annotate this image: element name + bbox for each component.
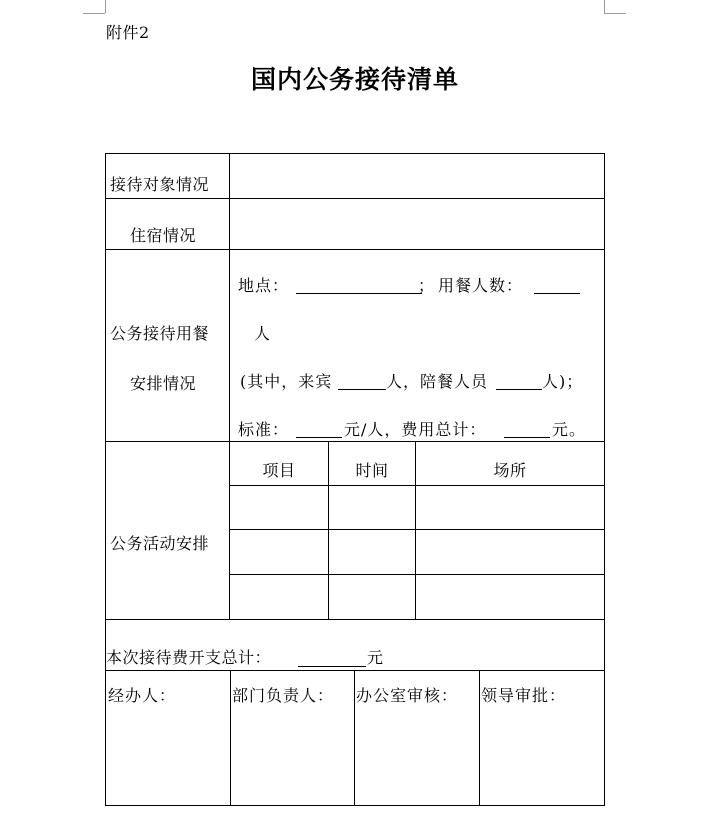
- meal-accompany-count-blank[interactable]: [496, 389, 542, 390]
- signature-leader-approval-label: 领导审批：: [481, 686, 567, 705]
- meal-standard-label: 标准：: [238, 420, 290, 439]
- lodging-field[interactable]: [232, 201, 602, 247]
- crop-mark-top-left: [83, 13, 105, 14]
- total-expense-blank[interactable]: [298, 666, 366, 667]
- meal-guest-prefix: (其中，来宾: [240, 372, 333, 391]
- total-expense-unit: 元: [367, 648, 384, 667]
- column-border: [479, 670, 480, 806]
- meal-diners-blank[interactable]: [534, 293, 580, 294]
- activities-col-venue: 场所: [493, 461, 527, 480]
- attachment-label: 附件2: [106, 23, 150, 42]
- column-border: [354, 670, 355, 806]
- reception-form-table: [105, 153, 605, 806]
- meal-total-unit: 元。: [552, 420, 587, 439]
- meal-guest-unit: 人，陪餐人员: [386, 372, 489, 391]
- meal-total-blank[interactable]: [504, 437, 550, 438]
- meal-label-line1: 公务接待用餐: [110, 324, 210, 343]
- meal-person-unit: 人: [254, 324, 272, 343]
- meal-label-line2: 安排情况: [130, 374, 197, 393]
- row-border: [106, 441, 604, 442]
- meal-diners-label: 用餐人数：: [438, 276, 524, 295]
- meal-separator: ；: [418, 276, 436, 295]
- row-border: [106, 249, 604, 250]
- column-border: [230, 670, 231, 806]
- crop-mark-top-left: [105, 0, 106, 13]
- meal-standard-blank[interactable]: [296, 437, 342, 438]
- guest-info-field[interactable]: [232, 156, 602, 196]
- signature-handler-label: 经办人：: [108, 686, 177, 705]
- crop-mark-top-right: [604, 13, 626, 14]
- activities-col-time: 时间: [355, 461, 389, 480]
- row-border: [106, 198, 604, 199]
- row-border: [230, 485, 604, 486]
- total-expense-label: 本次接待费开支总计：: [106, 648, 272, 667]
- signature-department-head-label: 部门负责人：: [232, 686, 335, 705]
- activities-label: 公务活动安排: [110, 534, 210, 553]
- meal-location-label: 地点：: [238, 276, 290, 295]
- meal-accompany-unit: 人)；: [542, 372, 584, 391]
- row-border: [106, 619, 604, 620]
- guest-info-label: 接待对象情况: [110, 175, 210, 194]
- meal-guest-count-blank[interactable]: [338, 389, 386, 390]
- row-border: [106, 670, 604, 671]
- row-border: [230, 574, 604, 575]
- lodging-label: 住宿情况: [130, 226, 197, 245]
- column-border: [229, 154, 230, 619]
- crop-mark-top-right: [604, 0, 605, 13]
- activities-col-item: 项目: [262, 461, 296, 480]
- signature-office-review-label: 办公室审核：: [356, 686, 459, 705]
- row-border: [230, 529, 604, 530]
- document-title: 国内公务接待清单: [250, 65, 459, 94]
- meal-per-person-unit: 元/人，费用总计：: [344, 420, 487, 439]
- meal-location-blank[interactable]: [296, 293, 422, 294]
